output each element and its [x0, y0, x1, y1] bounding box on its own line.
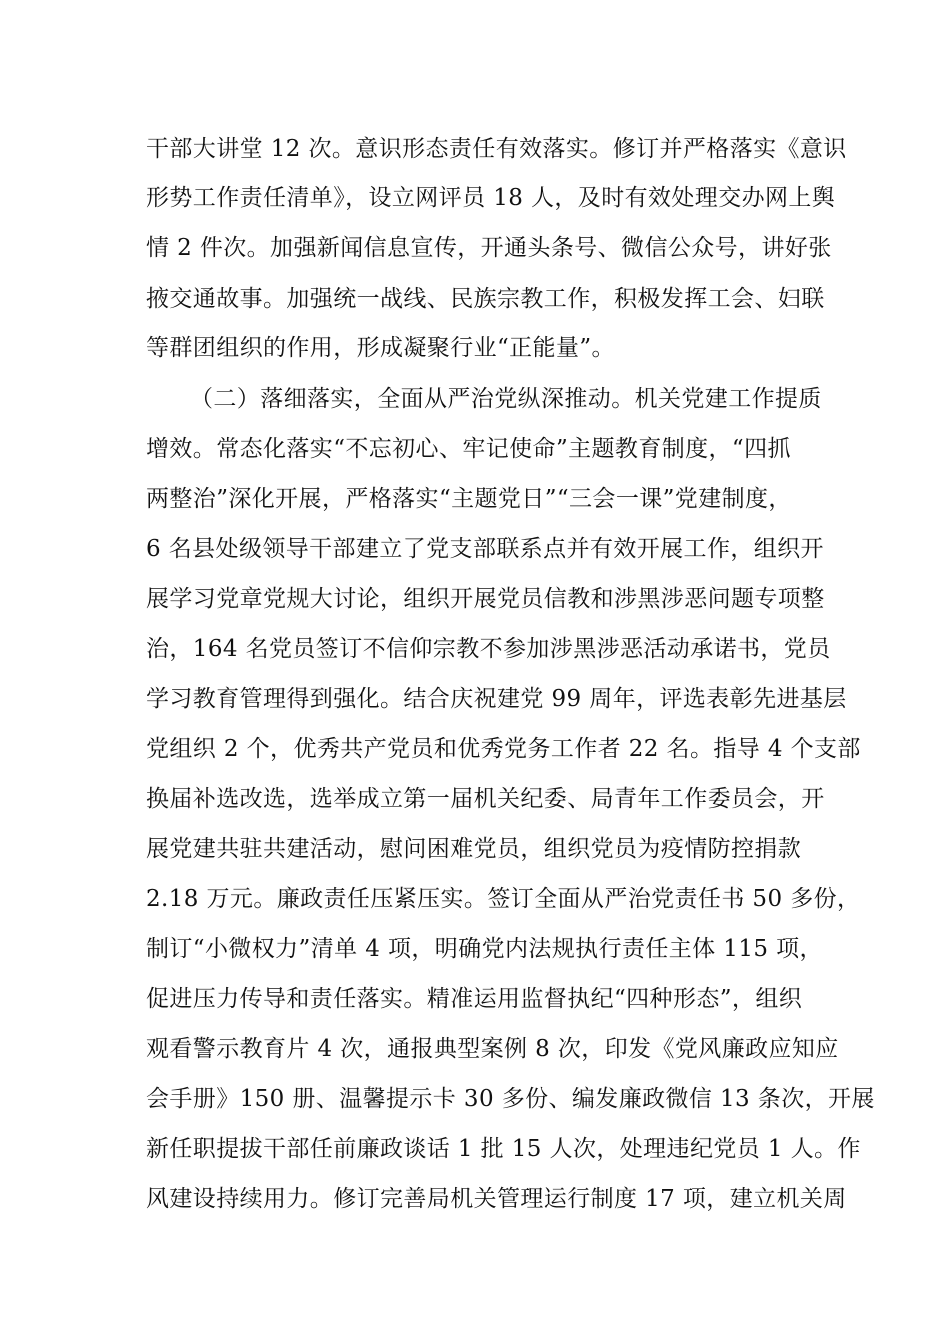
text-line: 两整治”深化开展，严格落实“主题党日”“三会一课”党建制度，: [146, 486, 792, 512]
text-line: 2.18 万元。廉政责任压紧压实。签订全面从严治党责任书 50 多份，: [146, 886, 861, 912]
section-heading-line: （二）落细落实，全面从严治党纵深推动。机关党建工作提质: [190, 386, 822, 412]
text-line: 展学习党章党规大讨论，组织开展党员信教和涉黑涉恶问题专项整: [146, 586, 825, 612]
text-line: 增效。常态化落实“不忘初心、牢记使命”主题教育制度，“四抓: [146, 436, 791, 462]
text-line: 情 2 件次。加强新闻信息宣传，开通头条号、微信公众号，讲好张: [146, 235, 832, 261]
text-line: 新任职提拔干部任前廉政谈话 1 批 15 人次，处理违纪党员 1 人。作: [146, 1136, 861, 1162]
text-line: 等群团组织的作用，形成凝聚行业“正能量”。: [146, 335, 615, 361]
text-line: 学习教育管理得到强化。结合庆祝建党 99 周年，评选表彰先进基层: [146, 686, 847, 712]
text-line: 干部大讲堂 12 次。意识形态责任有效落实。修订并严格落实《意识: [146, 136, 847, 162]
text-line: 6 名县处级领导干部建立了党支部联系点并有效开展工作，组织开: [146, 536, 824, 562]
text-line: 党组织 2 个，优秀共产党员和优秀党务工作者 22 名。指导 4 个支部: [146, 736, 861, 762]
text-line: 治，164 名党员签订不信仰宗教不参加涉黑涉恶活动承诺书，党员: [146, 636, 831, 662]
text-line: 形势工作责任清单》，设立网评员 18 人，及时有效处理交办网上舆: [146, 185, 836, 211]
text-line: 换届补选改选，选举成立第一届机关纪委、局青年工作委员会，开: [146, 786, 825, 812]
text-line: 制订“小微权力”清单 4 项，明确党内法规执行责任主体 115 项，: [146, 936, 823, 962]
text-line: 掖交通故事。加强统一战线、民族宗教工作，积极发挥工会、妇联: [146, 286, 825, 312]
text-line: 观看警示教育片 4 次，通报典型案例 8 次，印发《党风廉政应知应: [146, 1036, 839, 1062]
text-line: 会手册》150 册、温馨提示卡 30 多份、编发廉政微信 13 条次，开展: [146, 1086, 875, 1112]
text-line: 展党建共驻共建活动，慰问困难党员，组织党员为疫情防控捐款: [146, 836, 802, 862]
text-line: 促进压力传导和责任落实。精准运用监督执纪“四种形态”，组织: [146, 986, 803, 1012]
text-line: 风建设持续用力。修订完善局机关管理运行制度 17 项，建立机关周: [146, 1186, 847, 1212]
